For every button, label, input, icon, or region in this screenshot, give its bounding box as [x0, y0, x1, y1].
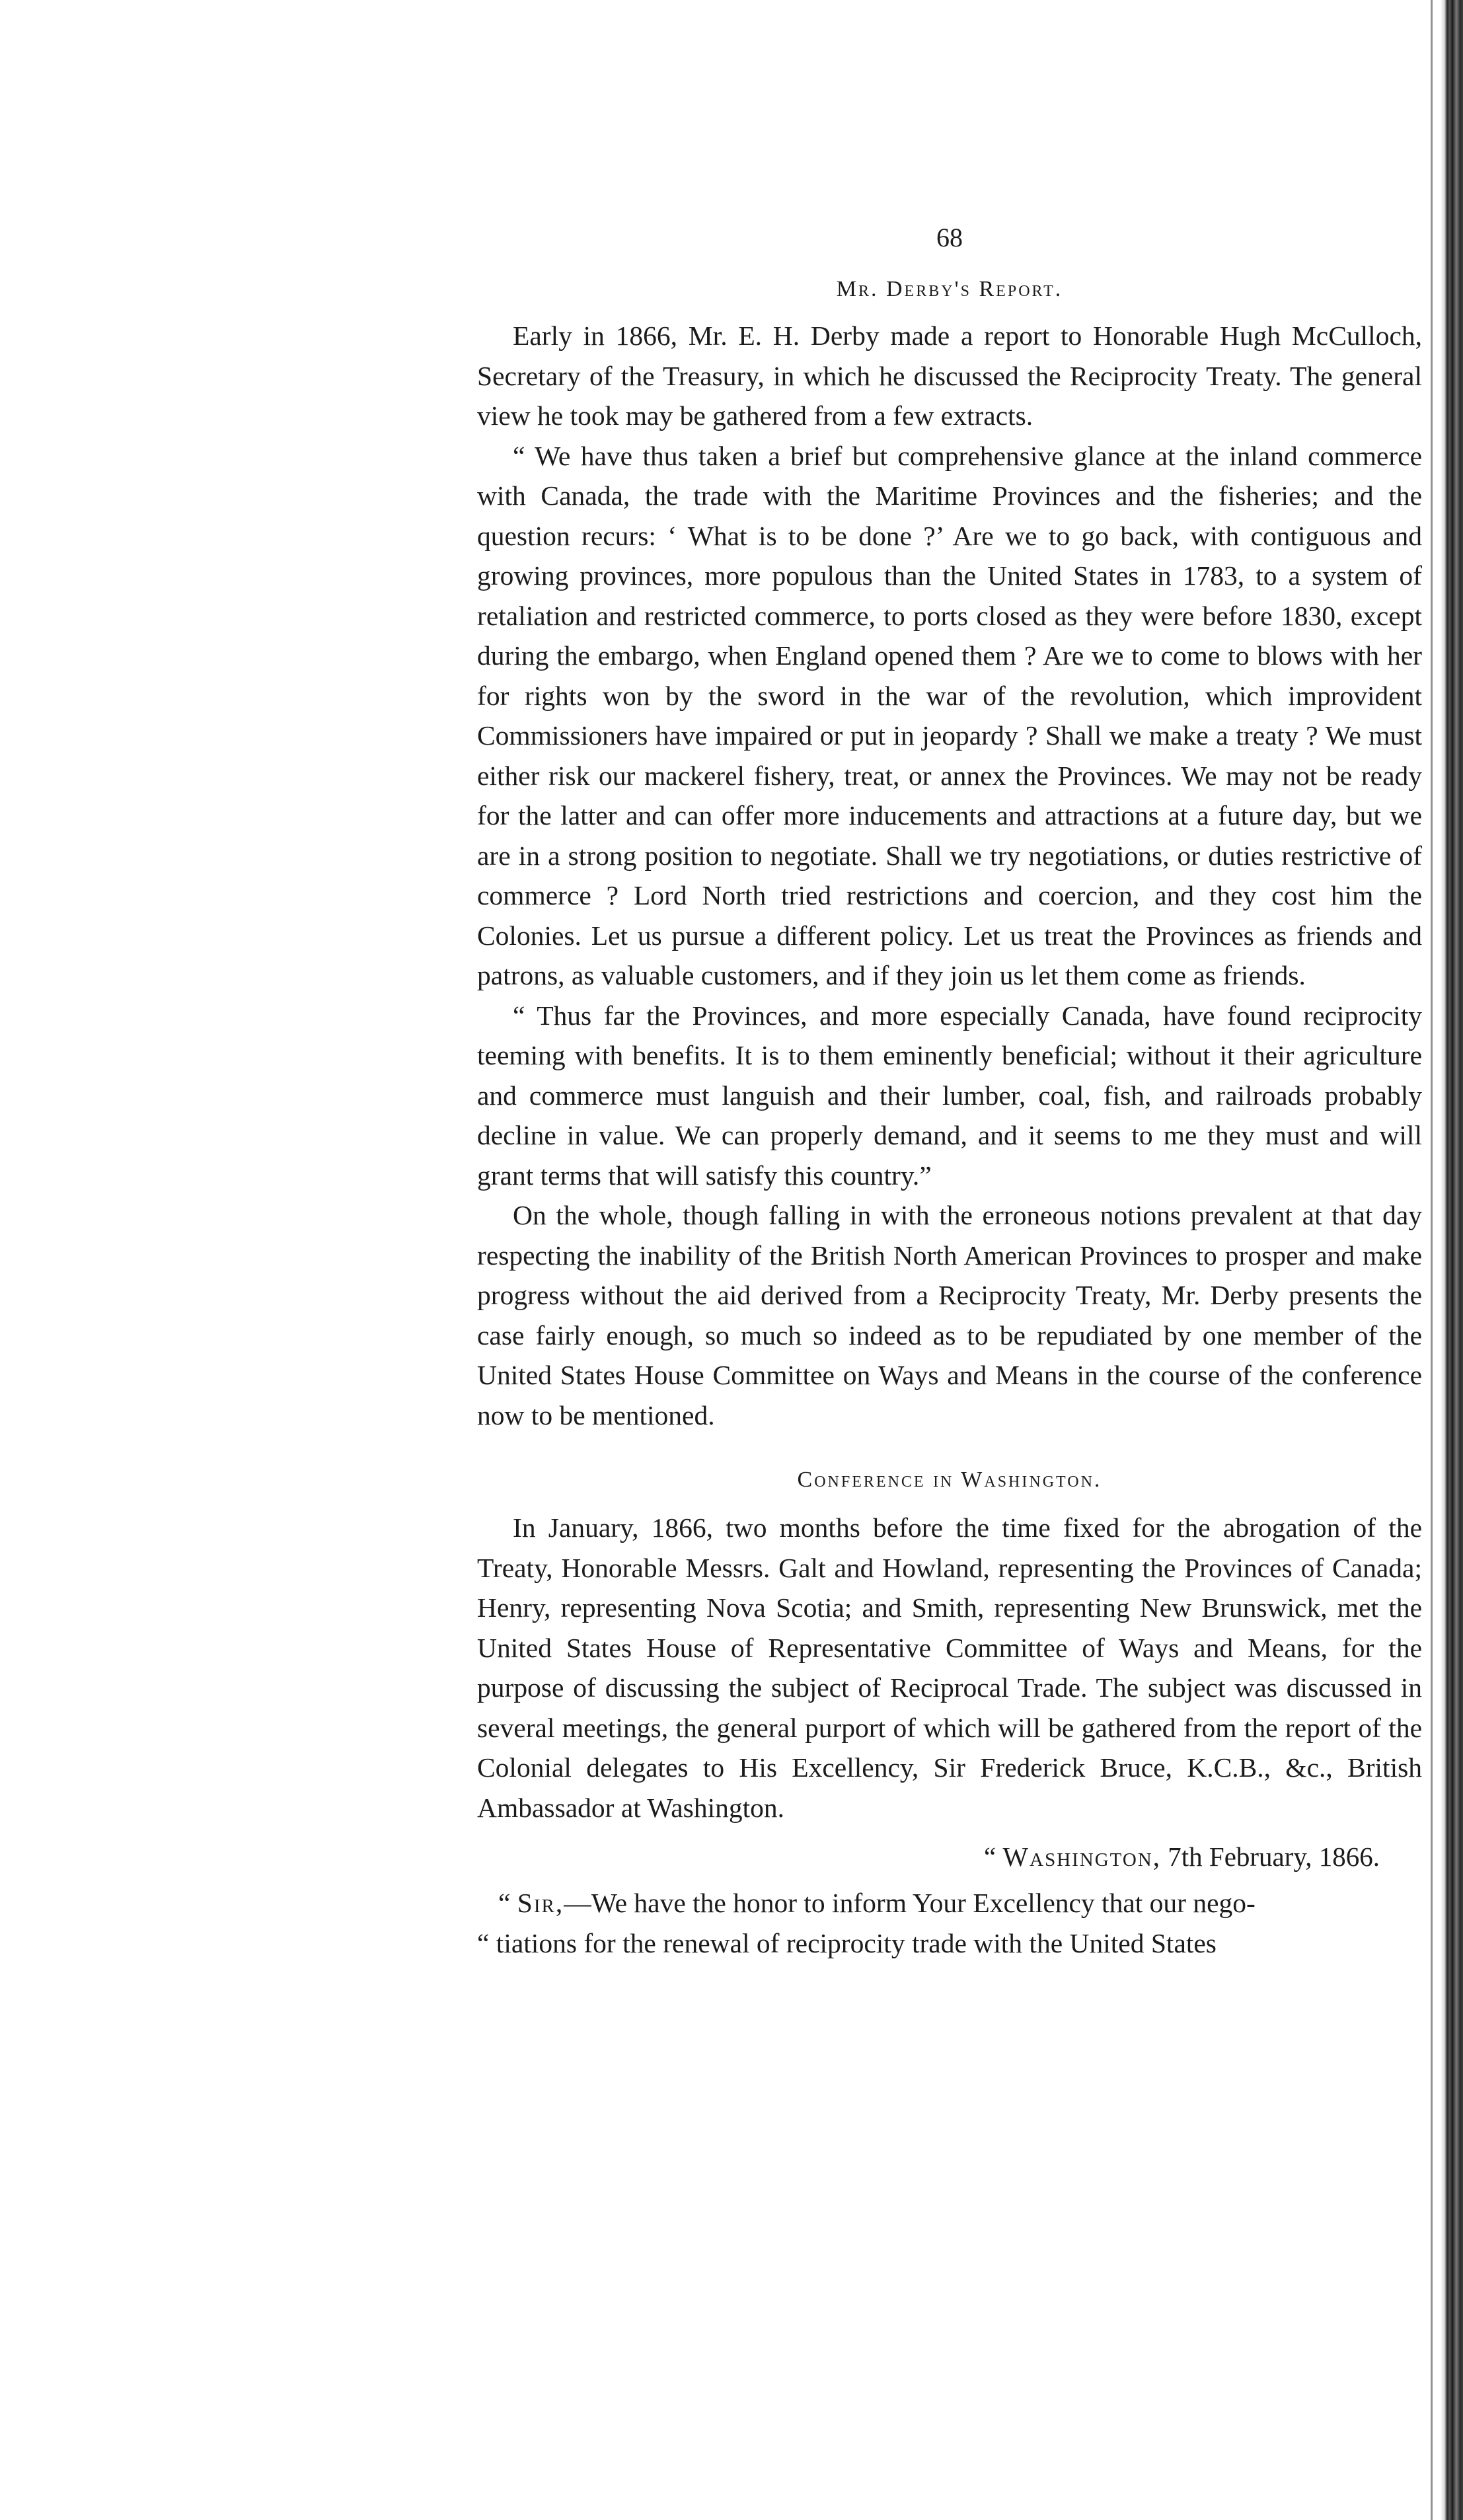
dateline-open-quote: “: [983, 1841, 1003, 1872]
section-heading-derby-report: Mr. Derby's Report.: [836, 277, 1063, 301]
paragraph-derby-intro: Early in 1866, Mr. E. H. Derby made a report to Honorable Hugh McCulloch, Secretary of the Treasury, in which he discussed the Reciprocity Treaty. The general view he took may be gathered from a few extracts.: [477, 320, 1422, 431]
page-binding-edge: [1441, 0, 1463, 2520]
page-edge-shadow: [1431, 0, 1433, 2520]
letter-dateline: [477, 1837, 1422, 1876]
paragraph-conference: In January, 1866, two months before the time fixed for the abrogation of the Treaty, Honorable Messrs. Galt and Howland, representing the Provinces of Canada; Henry, representing Nova Scotia; and Smith, representing New Brunswick, met the United States House of Representative Committee of Ways and Means, for the purpose of discussing the subject of Reciprocal Trade. The subject was discussed in several meetings, the general purport of which will be gathered from the report of the Colonial delegates to His Excellency, Sir Frederick Bruce, K.C.B., &c., British Ambassador at Washington.: [477, 1512, 1422, 1823]
letter-line-1: [477, 1883, 1422, 1923]
letter-salutation: Sir,: [517, 1888, 564, 1918]
page-content: [477, 218, 1422, 1963]
page-number: 68: [936, 223, 963, 252]
letter-line-1-text: —We have the honor to inform Your Excellency that our nego-: [564, 1888, 1256, 1918]
paragraph-derby-quote-2: “ Thus far the Provinces, and more especially Canada, have found reciprocity teeming with benefits. It is to them eminently beneficial; without it their agriculture and commerce must languish and their lumber, coal, fish, and railroads probably decline in value. We can properly demand, and it seems to me they must and will grant terms that will satisfy this country.”: [477, 1000, 1422, 1191]
letter-line-2: “ tiations for the renewal of reciprocity trade with the United States: [477, 1927, 1217, 1958]
letter-open-quote: “: [498, 1888, 517, 1918]
paragraph-derby-summary: On the whole, though falling in with the erroneous notions prevalent at that day respecting the inability of the British North American Provinces to prosper and make progress without the aid derived from a Reciprocity Treaty, Mr. Derby presents the case fairly enough, so much so indeed as to be repudiated by one member of the United States House Committee on Ways and Means in the course of the conference now to be mentioned.: [477, 1200, 1422, 1430]
section-heading-conference: Conference in Washington.: [797, 1467, 1102, 1492]
paragraph-derby-quote-1: “ We have thus taken a brief but comprehensive glance at the inland commerce with Canada, the trade with the Maritime Provinces and the fisheries; and the question recurs: ‘ What is to be done ?’ Are we to go back, with contiguous and growing provinces, more populous than the United States in 1783, to a system of retaliation and restricted commerce, to ports closed as they were before 1830, except during the embargo, when England opened them ? Are we to come to blows with her for rights won by the sword in the war of the revolution, which improvident Commissioners have impaired or put in jeopardy ? Shall we make a treaty ? We must either risk our mackerel fishery, treat, or annex the Provinces. We may not be ready for the latter and can offer more inducements and attractions at a future day, but we are in a strong position to negotiate. Shall we try negotiations, or duties restrictive of commerce ? Lord North tried restrictions and coercion, and they cost him the Colonies. Let us pursue a different policy. Let us treat the Provinces as friends and patrons, as valuable customers, and if they join us let them come as friends.: [477, 440, 1422, 990]
dateline-date: 7th February, 1866.: [1168, 1841, 1380, 1872]
dateline-place: Washington,: [1002, 1841, 1162, 1872]
